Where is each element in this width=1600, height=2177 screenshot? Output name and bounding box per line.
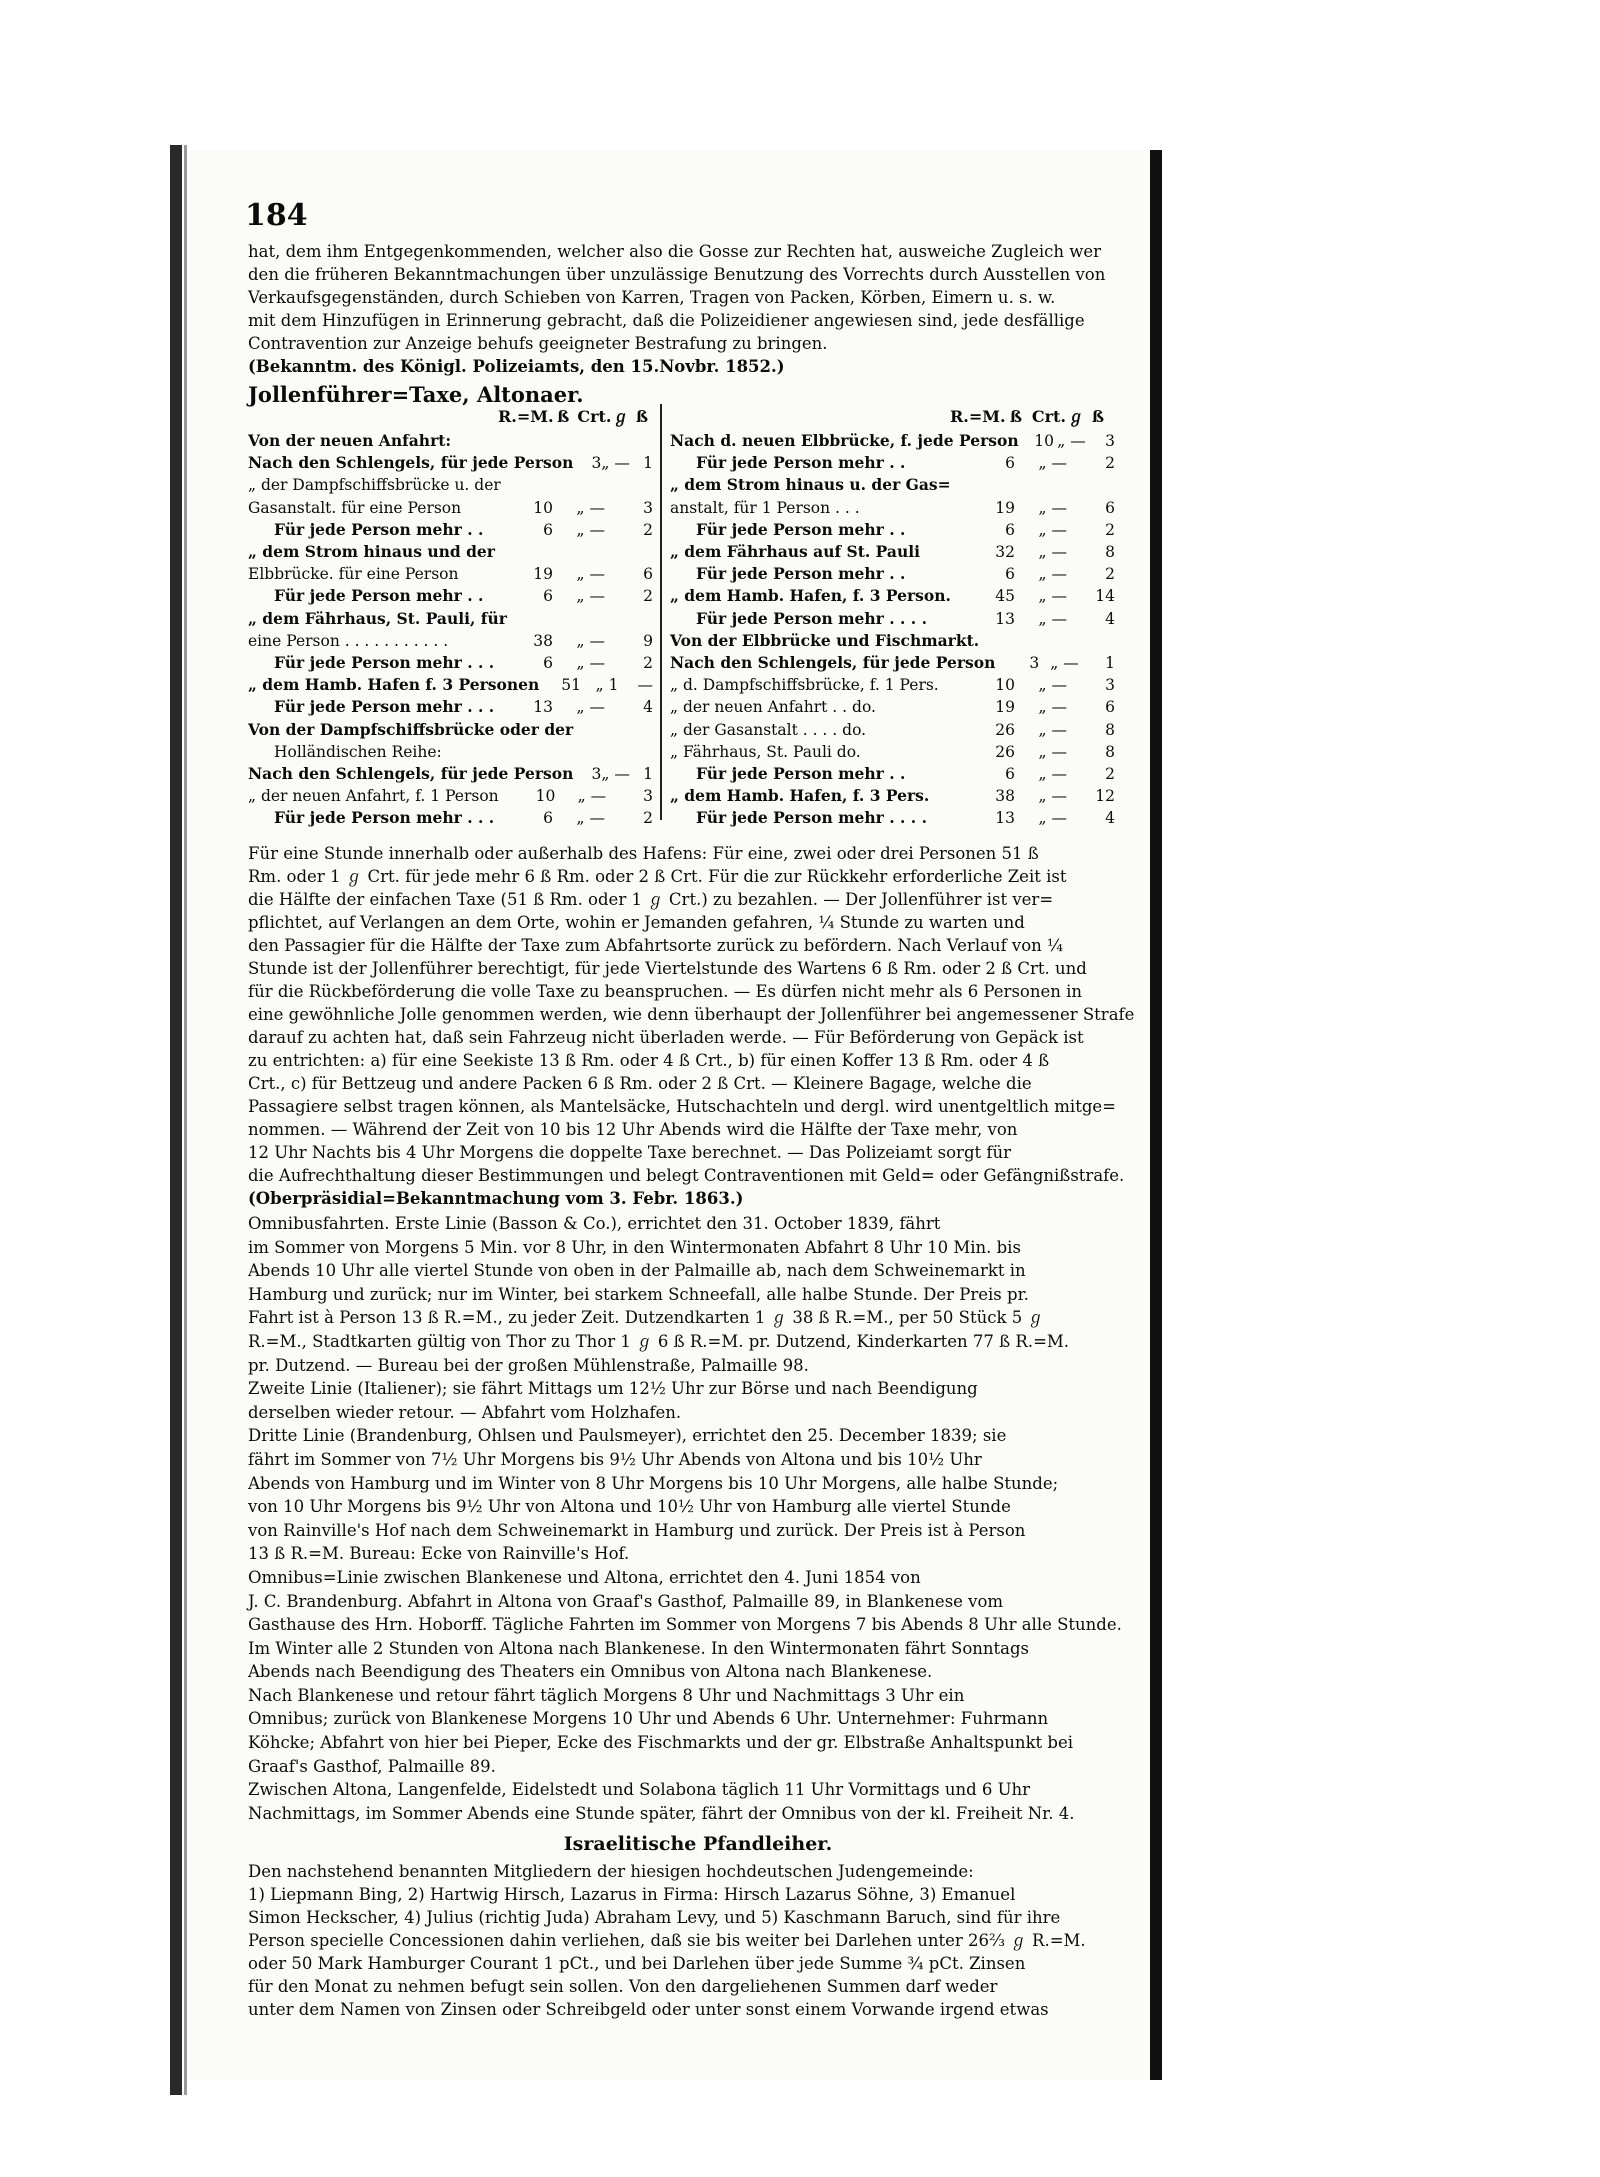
tariff-crt-schilling: 8 [1105, 543, 1115, 562]
tariff-crt-schilling: 2 [1105, 765, 1115, 784]
tariff-rm-schilling [979, 630, 1029, 652]
tariff-destination: Für jede Person mehr . . [274, 586, 484, 606]
tariff-crt-schilling [605, 541, 653, 563]
book-spine-shadow [170, 145, 182, 2095]
omnibus-line: Abends nach Beendigung des Theaters ein Omnibus von Altona nach Blankenese. [248, 1662, 933, 1682]
tariff-crt-taler: „ — [576, 565, 605, 584]
tariff-crt-taler [1015, 474, 1067, 496]
tariff-destination: „ der neuen Anfahrt . . do. [670, 698, 876, 717]
tariff-crt-taler: „ — [1038, 520, 1067, 539]
tariff-rm-schilling: 10 [1034, 432, 1054, 450]
intro-line: hat, dem ihm Entgegenkommenden, welcher also die Gosse zur Rechten hat, ausweiche Zugleich wer [248, 242, 1102, 261]
tariff-crt-taler: „ — [1038, 787, 1067, 806]
tariff-rm-schilling: 13 [995, 809, 1015, 828]
tariff-crt-schilling: 6 [1105, 498, 1115, 517]
omnibus-line: Omnibus; zurück von Blankenese Morgens 10 Uhr und Abends 6 Uhr. Unternehmer: Fuhrmann [248, 1709, 1049, 1729]
omnibus-line: fährt im Sommer von 7½ Uhr Morgens bis 9½ Uhr Abends von Altona und bis 10½ Uhr [248, 1449, 982, 1469]
omnibus-line: Omnibus=Linie zwischen Blankenese und Altona, errichtet den 4. Juni 1854 von [248, 1567, 921, 1587]
tariff-rm-schilling: 3 [591, 765, 602, 784]
tariff-row [248, 630, 653, 652]
tariff-row [670, 452, 1115, 474]
tariff-rm-schilling: 19 [533, 565, 553, 584]
tariff-crt-taler [1029, 630, 1074, 652]
tariff-row [670, 630, 1115, 652]
tariff-row [248, 807, 653, 829]
tariff-crt-schilling: 2 [1105, 520, 1115, 539]
tariff-destination: Von der neuen Anfahrt: [248, 431, 452, 450]
tariff-row [670, 585, 1115, 607]
tariff-crt-schilling: 3 [643, 787, 653, 806]
tariff-rm-schilling: 32 [995, 543, 1015, 562]
tariff-crt-taler: „ — [576, 654, 605, 673]
tariff-rm-schilling: 6 [543, 654, 553, 673]
tariff-crt-schilling: 1 [1105, 654, 1115, 673]
tariff-row [670, 652, 1115, 674]
omnibus-line: im Sommer von Morgens 5 Min. vor 8 Uhr, in den Wintermonaten Abfahrt 8 Uhr 10 Min. bis [248, 1237, 1021, 1257]
tariff-crt-taler: „ — [1038, 742, 1067, 761]
tariff-crt-schilling: 3 [1105, 676, 1115, 695]
tariff-crt-taler: „ — [576, 587, 605, 606]
hourly-rate-line: Stunde ist der Jollenführer berechtigt, für jede Viertelstunde des Wartens 6 ß Rm. oder 2 ß Crt. und [248, 959, 1087, 978]
tariff-rm-schilling: 13 [995, 609, 1015, 628]
tariff-crt-schilling [607, 474, 653, 496]
tariff-rm-schilling: 3 [1029, 654, 1040, 673]
tariff-destination: „ der Dampfschiffsbrücke u. der [248, 476, 501, 495]
pawnbroker-line: unter dem Namen von Zinsen oder Schreibgeld oder unter sonst einem Vorwande irgend etwas [248, 2000, 1049, 2019]
scan-background-bottom [0, 2095, 1600, 2177]
tariff-rm-schilling: 6 [1005, 454, 1015, 473]
tariff-row [248, 452, 653, 474]
tariff-destination: Für jede Person mehr . . [696, 519, 906, 539]
hourly-rate-line: darauf zu achten hat, daß sein Fahrzeug nicht überladen werde. — Für Beförderung von Gepäck ist [248, 1028, 1084, 1047]
tariff-row [248, 652, 653, 674]
tariff-destination: Für jede Person mehr . . . . [696, 608, 927, 628]
hourly-rate-line: Rm. oder 1 ℊ Crt. für jede mehr 6 ß Rm. oder 2 ß Crt. Für die zur Rückkehr erforderliche Zeit ist [248, 867, 1067, 886]
tariff-rm-schilling: 51 [561, 676, 581, 695]
intro-paragraph [248, 240, 1148, 378]
tariff-crt-taler: „ — [1038, 765, 1067, 784]
tariff-crt-schilling: 14 [1095, 587, 1115, 606]
tariff-row [248, 563, 653, 585]
tariff-rm-schilling: 26 [995, 720, 1015, 739]
tariff-crt-taler: „ — [1050, 654, 1079, 673]
omnibus-line: Omnibusfahrten. Erste Linie (Basson & Co.), errichtet den 31. October 1839, fährt [248, 1214, 941, 1233]
tariff-destination: „ dem Hamb. Hafen, f. 3 Pers. [670, 786, 930, 806]
tariff-destination: Von der Elbbrücke und Fischmarkt. [670, 630, 980, 650]
tariff-crt-schilling [1067, 474, 1115, 496]
tariff-destination: „ der Gasanstalt . . . . do. [670, 720, 867, 739]
tariff-destination: Nach den Schlengels, für jede Person [670, 653, 996, 673]
intro-line: mit dem Hinzufügen in Erinnerung gebracht, daß die Polizeidiener angewiesen sind, jede desfällige [248, 311, 1085, 330]
intro-line: den die früheren Bekanntmachungen über unzulässige Benutzung des Vorrechts durch Ausstellen von [248, 265, 1106, 284]
intro-line: Contravention zur Anzeige behufs geeigneter Bestrafung zu bringen. [248, 334, 828, 353]
tariff-row [670, 807, 1115, 829]
pawnbroker-paragraph [248, 1860, 1148, 2021]
tariff-crt-schilling: 9 [643, 631, 653, 650]
tariff-left-header [248, 406, 648, 428]
tariff-row [670, 785, 1115, 807]
tariff-row [248, 719, 653, 741]
tariff-crt-schilling [605, 430, 653, 452]
pawnbroker-line: Person specielle Concessionen dahin verliehen, daß sie bis weiter bei Darlehen unter 26⅔ ℊ R.=M. [248, 1931, 1086, 1950]
tariff-crt-taler [557, 474, 607, 496]
tariff-crt-taler: „ — [1038, 809, 1067, 828]
pawnbroker-line: Den nachstehend benannten Mitgliedern der hiesigen hochdeutschen Judengemeinde: [248, 1862, 974, 1881]
tariff-rm-schilling: 6 [1005, 765, 1015, 784]
tariff-crt-taler: „ — [1038, 454, 1067, 473]
omnibus-section [248, 1212, 1148, 1825]
header-schilling-crt: ß [1091, 407, 1104, 426]
tariff-destination: Für jede Person mehr . . [696, 764, 906, 784]
header-rm: R.=M. [950, 407, 1006, 426]
omnibus-line: R.=M., Stadtkarten gültig von Thor zu Thor 1 ℊ 6 ß R.=M. pr. Dutzend, Kinderkarten 77 ß R.=M. [248, 1331, 1070, 1351]
tariff-rm-schilling: 38 [533, 631, 553, 650]
tariff-rm-schilling: 6 [543, 587, 553, 606]
tariff-rm-schilling [495, 741, 553, 763]
tariff-crt-taler: „ — [1038, 720, 1067, 739]
omnibus-line: Fahrt ist à Person 13 ß R.=M., zu jeder Zeit. Dutzendkarten 1 ℊ 38 ß R.=M., per 50 Stück 5 ℊ [248, 1308, 1044, 1328]
omnibus-line: Dritte Linie (Brandenburg, Ohlsen und Paulsmeyer), errichtet den 25. December 1839; sie [248, 1426, 1007, 1446]
omnibus-line: J. C. Brandenburg. Abfahrt in Altona von Graaf's Gasthof, Palmaille 89, in Blankenese vom [248, 1591, 1004, 1611]
tariff-crt-taler: „ — [1038, 609, 1067, 628]
header-taler: ℊ [612, 407, 629, 426]
tariff-destination: Für jede Person mehr . . . [274, 653, 495, 673]
tariff-crt-schilling: 8 [1105, 742, 1115, 761]
pawnbroker-line: oder 50 Mark Hamburger Courant 1 pCt., und bei Darlehen über jede Summe ¾ pCt. Zinsen [248, 1954, 1026, 1973]
tariff-destination: Holländischen Reihe: [274, 742, 442, 761]
header-taler: ℊ [1067, 407, 1084, 426]
tariff-crt-taler [553, 741, 605, 763]
tariff-row [248, 763, 653, 785]
tariff-crt-taler: „ — [576, 498, 605, 517]
tariff-row [248, 497, 653, 519]
tariff-destination: Für jede Person mehr . . . [274, 808, 495, 828]
tariff-crt-taler: „ — [601, 765, 630, 784]
tariff-destination: „ d. Dampfschiffsbrücke, f. 1 Pers. [670, 676, 939, 695]
hourly-rate-line: 12 Uhr Nachts bis 4 Uhr Morgens die doppelte Taxe berechnet. — Das Polizeiamt sorgt für [248, 1143, 1012, 1162]
omnibus-line: pr. Dutzend. — Bureau bei der großen Mühlenstraße, Palmaille 98. [248, 1355, 809, 1375]
tariff-row [248, 585, 653, 607]
tariff-rm-schilling: 19 [995, 698, 1015, 717]
tariff-destination: Von der Dampfschiffsbrücke oder der [248, 719, 574, 739]
tariff-crt-schilling: — [637, 676, 653, 695]
hourly-rate-line: für die Rückbeförderung die volle Taxe zu beanspruchen. — Es dürfen nicht mehr als 6 Personen in [248, 982, 1083, 1001]
header-schilling: ß [557, 407, 570, 426]
tariff-crt-schilling [609, 608, 653, 630]
tariff-destination: „ dem Strom hinaus u. der Gas= [670, 475, 951, 495]
omnibus-line: Im Winter alle 2 Stunden von Altona nach Blankenese. In den Wintermonaten fährt Sonntags [248, 1638, 1030, 1658]
book-spine-edge [184, 145, 187, 2095]
tariff-rm-schilling: 6 [1005, 520, 1015, 539]
tariff-rm-schilling: 6 [543, 520, 553, 539]
tariff-rm-schilling [495, 541, 553, 563]
tariff-destination: „ dem Hamb. Hafen f. 3 Personen [248, 675, 540, 695]
tariff-row [670, 741, 1115, 763]
tariff-crt-schilling: 4 [643, 698, 653, 717]
tariff-crt-taler: „ — [576, 698, 605, 717]
tariff-crt-schilling: 4 [1105, 809, 1115, 828]
hourly-rate-line: Für eine Stunde innerhalb oder außerhalb des Hafens: Für eine, zwei oder drei Personen 51 ß [248, 844, 1039, 863]
hourly-rate-line: Passagiere selbst tragen können, als Mantelsäcke, Hutschachteln und dergl. wird unentgeltlich mitge= [248, 1097, 1116, 1116]
omnibus-line: derselben wieder retour. — Abfahrt vom Holzhafen. [248, 1402, 682, 1422]
omnibus-line: Zwischen Altona, Langenfelde, Eidelstedt und Solabona täglich 11 Uhr Vormittags und 6 Uhr [248, 1780, 1031, 1800]
hourly-rate-line: den Passagier für die Hälfte der Taxe zum Abfahrtsorte zurück zu befördern. Nach Verlauf von ¼ [248, 936, 1064, 955]
tariff-destination: „ dem Hamb. Hafen, f. 3 Person. [670, 586, 951, 606]
tariff-crt-schilling: 2 [1105, 454, 1115, 473]
intro-citation: (Bekanntm. des Königl. Polizeiamts, den 15.Novbr. 1852.) [248, 357, 785, 376]
tariff-crt-schilling: 12 [1095, 787, 1115, 806]
tariff-crt-schilling: 4 [1105, 609, 1115, 628]
tariff-row [670, 519, 1115, 541]
tariff-destination: Für jede Person mehr . . [696, 453, 906, 473]
header-rm: R.=M. [498, 407, 554, 426]
hourly-rate-line: die Aufrechthaltung dieser Bestimmungen und belegt Contraventionen mit Geld= oder Gefängnißstrafe. [248, 1166, 1125, 1185]
tariff-row [670, 696, 1115, 718]
pawnbroker-title: Israelitische Pfandleiher. [563, 1833, 833, 1855]
tariff-row [248, 741, 653, 763]
tariff-destination: Für jede Person mehr . . . . [696, 808, 927, 828]
tariff-crt-schilling: 1 [643, 765, 653, 784]
omnibus-line: Hamburg und zurück; nur im Winter, bei starkem Schneefall, alle halbe Stunde. Der Preis pr. [248, 1284, 1029, 1304]
tariff-row [248, 519, 653, 541]
hourly-rate-line: zu entrichten: a) für eine Seekiste 13 ß Rm. oder 4 ß Crt., b) für einen Koffer 13 ß Rm. oder 4 ß [248, 1051, 1050, 1070]
tariff-rm-schilling: 3 [591, 454, 602, 473]
tariff-destination: Für jede Person mehr . . . [274, 697, 495, 717]
tariff-row [248, 541, 653, 563]
tariff-destination: Nach d. neuen Elbbrücke, f. jede Person [670, 431, 1019, 450]
tariff-crt-schilling: 2 [643, 520, 653, 539]
tariff-destination: „ dem Fährhaus, St. Pauli, für [248, 608, 507, 628]
tariff-right-header [670, 406, 1110, 428]
header-crt: Crt. [577, 407, 612, 426]
tariff-rm-schilling [495, 430, 553, 452]
tariff-row [670, 497, 1115, 519]
tariff-crt-taler: „ — [1038, 543, 1067, 562]
tariff-rm-schilling: 19 [995, 498, 1015, 517]
tariff-crt-taler: „ — [1038, 587, 1067, 606]
tariff-crt-schilling: 1 [643, 454, 653, 473]
tariff-crt-schilling: 2 [643, 654, 653, 673]
tariff-rm-schilling: 38 [995, 787, 1015, 806]
tariff-rm-schilling: 6 [1005, 565, 1015, 584]
hourly-rate-citation: (Oberpräsidial=Bekanntmachung vom 3. Febr. 1863.) [248, 1189, 744, 1208]
tariff-destination: „ Fährhaus, St. Pauli do. [670, 742, 861, 761]
tariff-destination: Für jede Person mehr . . [696, 564, 906, 584]
tariff-rm-schilling [501, 474, 557, 496]
tariff-rm-schilling: 10 [533, 498, 553, 517]
tariff-row [248, 474, 653, 496]
tariff-rm-schilling [957, 474, 1015, 496]
tariff-row [670, 474, 1115, 496]
tariff-crt-schilling: 6 [1105, 698, 1115, 717]
tariff-rm-schilling [573, 719, 602, 741]
tariff-crt-schilling: 2 [643, 809, 653, 828]
header-schilling: ß [1009, 407, 1022, 426]
tariff-row [670, 541, 1115, 563]
omnibus-line: Abends von Hamburg und im Winter von 8 Uhr Morgens bis 10 Uhr Morgens, alle halbe Stunde; [248, 1473, 1059, 1493]
tariff-crt-taler: „ — [577, 787, 607, 806]
tariff-destination: Für jede Person mehr . . [274, 519, 484, 539]
tariff-row [248, 674, 653, 696]
hourly-rate-line: die Hälfte der einfachen Taxe (51 ß Rm. oder 1 ℊ Crt.) zu bezahlen. — Der Jollenführer ist ver= [248, 890, 1054, 909]
tariff-rm-schilling: 13 [533, 698, 553, 717]
tariff-crt-schilling [629, 719, 653, 741]
tariff-row [670, 608, 1115, 630]
tariff-row [670, 674, 1115, 696]
tariff-destination: „ dem Strom hinaus und der [248, 542, 495, 562]
tariff-crt-schilling: 6 [643, 565, 653, 584]
tariff-row [670, 430, 1115, 452]
tariff-crt-taler: „ — [601, 454, 630, 473]
tariff-left-column [248, 430, 653, 830]
tariff-crt-schilling: 3 [643, 498, 653, 517]
tariff-row [670, 563, 1115, 585]
hourly-rate-line: pflichtet, auf Verlangen an dem Orte, wohin er Jemanden gefahren, ¼ Stunde zu warten und [248, 913, 1025, 932]
tariff-crt-schilling [605, 741, 653, 763]
tariff-crt-taler [553, 541, 605, 563]
tariff-crt-taler: „ — [1038, 565, 1067, 584]
omnibus-line: Gasthause des Hrn. Hoborff. Tägliche Fahrten im Sommer von Morgens 7 bis Abends 8 Uhr alle Stunde. [248, 1615, 1122, 1635]
pawnbroker-line: für den Monat zu nehmen befugt sein sollen. Von den dargeliehenen Summen darf weder [248, 1977, 998, 1996]
tariff-crt-schilling [1074, 630, 1115, 652]
tariff-row [248, 608, 653, 630]
hourly-rate-line: nommen. — Während der Zeit von 10 bis 12 Uhr Abends wird die Hälfte der Taxe mehr, von [248, 1120, 1018, 1139]
tariff-crt-schilling: 8 [1105, 720, 1115, 739]
page-number: 184 [245, 198, 308, 233]
tariff-crt-taler: „ — [1057, 432, 1086, 450]
omnibus-line: Abends 10 Uhr alle viertel Stunde von oben in der Palmaille ab, nach dem Schweinemarkt in [248, 1261, 1026, 1281]
tariff-rm-schilling: 10 [535, 787, 556, 806]
tariff-destination: Gasanstalt. für eine Person [248, 498, 462, 517]
tariff-crt-taler: „ — [1038, 498, 1067, 517]
omnibus-line: Köhcke; Abfahrt von hier bei Pieper, Ecke des Fischmarkts und der gr. Elbstraße Anhaltspunkt bei [248, 1733, 1074, 1753]
tariff-crt-taler: „ — [576, 520, 605, 539]
book-page [190, 150, 1155, 2080]
omnibus-line: Zweite Linie (Italiener); sie fährt Mittags um 12½ Uhr zur Börse und nach Beendigung [248, 1379, 978, 1399]
tariff-crt-schilling: 2 [643, 587, 653, 606]
tariff-rm-schilling: 6 [543, 809, 553, 828]
pawnbroker-line: 1) Liepmann Bing, 2) Hartwig Hirsch, Lazarus in Firma: Hirsch Lazarus Söhne, 3) Emanuel [248, 1885, 1016, 1904]
tariff-destination: „ dem Fährhaus auf St. Pauli [670, 542, 920, 562]
tariff-row [248, 696, 653, 718]
hourly-rate-line: eine gewöhnliche Jolle genommen werden, wie denn überhaupt der Jollenführer bei angemessener Strafe [248, 1005, 1135, 1024]
tariff-rm-schilling: 26 [995, 742, 1015, 761]
tariff-crt-taler: „ — [576, 631, 605, 650]
omnibus-line: 13 ß R.=M. Bureau: Ecke von Rainville's Hof. [248, 1544, 630, 1564]
hourly-rate-line: Crt., c) für Bettzeug und andere Packen 6 ß Rm. oder 2 ß Crt. — Kleinere Bagage, welche die [248, 1074, 1032, 1093]
header-crt: Crt. [1031, 407, 1066, 426]
tariff-row [248, 430, 653, 452]
omnibus-line: von 10 Uhr Morgens bis 9½ Uhr von Altona und 10½ Uhr von Hamburg alle viertel Stunde [248, 1497, 1011, 1517]
tariff-crt-taler: „ — [1038, 698, 1067, 717]
tariff-right-column [670, 430, 1115, 830]
tariff-crt-taler [553, 430, 605, 452]
tariff-crt-schilling: 2 [1105, 565, 1115, 584]
tariff-row [670, 719, 1115, 741]
omnibus-line: Nachmittags, im Sommer Abends eine Stunde später, fährt der Omnibus von der kl. Freiheit Nr. 4. [248, 1803, 1075, 1823]
tariff-destination: anstalt, für 1 Person . . . [670, 498, 860, 517]
tariff-destination: Elbbrücke. für eine Person [248, 565, 459, 584]
omnibus-line: von Rainville's Hof nach dem Schweinemarkt in Hamburg und zurück. Der Preis ist à Person [248, 1520, 1026, 1540]
tariff-crt-taler [603, 719, 629, 741]
tariff-destination: Nach den Schlengels, für jede Person [248, 453, 574, 473]
tariff-destination: „ der neuen Anfahrt, f. 1 Person [248, 787, 499, 806]
intro-line: Verkaufsgegenständen, durch Schieben von Karren, Tragen von Packen, Körben, Eimern u. s. w. [248, 288, 1056, 307]
tariff-crt-taler: „ — [576, 809, 605, 828]
tariff-row [248, 785, 653, 807]
pawnbroker-line: Simon Heckscher, 4) Julius (richtig Juda) Abraham Levy, und 5) Kaschmann Baruch, sind für ihre [248, 1908, 1061, 1927]
header-schilling-crt: ß [635, 407, 649, 426]
tariff-crt-taler [561, 608, 609, 630]
page-edge-shadow [1150, 150, 1162, 2080]
scan-background-top [0, 0, 1600, 140]
tariff-destination: eine Person . . . . . . . . . . . [248, 631, 449, 650]
table-column-divider [660, 404, 662, 820]
tariff-rm-schilling: 10 [995, 676, 1015, 695]
tariff-rm-schilling: 45 [995, 587, 1015, 606]
tariff-rm-schilling [507, 608, 561, 630]
tariff-destination: Nach den Schlengels, für jede Person [248, 764, 574, 784]
hourly-rate-paragraph [248, 842, 1148, 1210]
tariff-crt-taler: „ 1 [595, 676, 619, 695]
omnibus-line: Nach Blankenese und retour fährt täglich Morgens 8 Uhr und Nachmittags 3 Uhr ein [248, 1685, 965, 1705]
tariff-crt-schilling: 3 [1105, 432, 1115, 450]
tariff-crt-taler: „ — [1038, 676, 1067, 695]
tariff-row [670, 763, 1115, 785]
omnibus-line: Graaf's Gasthof, Palmaille 89. [248, 1756, 496, 1776]
tariff-title: Jollenführer=Taxe, Altonaer. [248, 382, 584, 407]
